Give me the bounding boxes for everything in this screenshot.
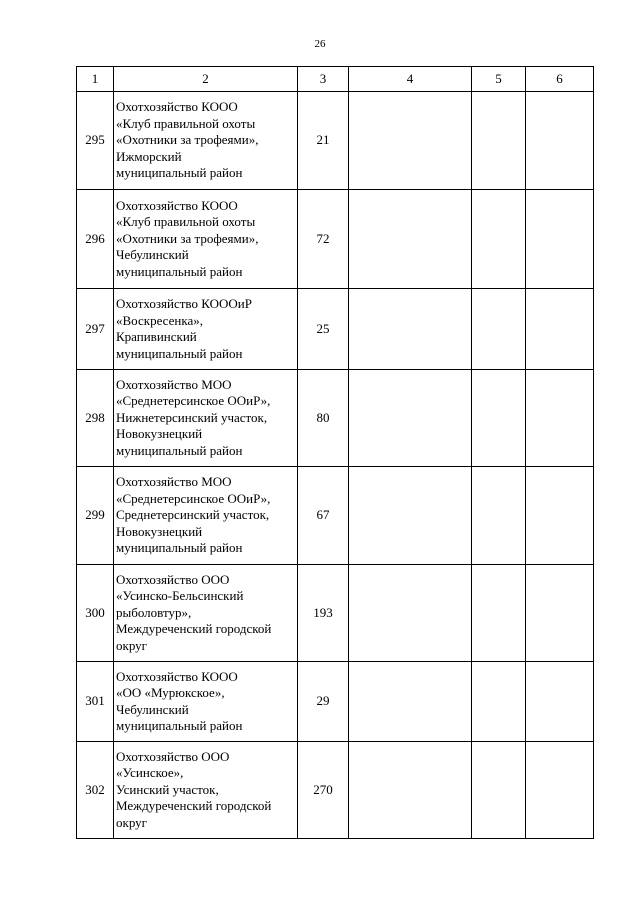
col6-empty-cell <box>526 370 594 467</box>
row-number-cell: 295 <box>77 92 114 190</box>
row-number-cell: 302 <box>77 742 114 839</box>
col6-empty-cell <box>526 92 594 190</box>
col5-empty-cell <box>472 190 526 289</box>
col5-empty-cell <box>472 289 526 370</box>
col4-empty-cell <box>349 370 472 467</box>
col4-empty-cell <box>349 289 472 370</box>
hunting-ground-name-cell: Охотхозяйство МОО «Среднетерсинское ООиР», Нижнетерсинский участок, Новокузнецкий муниципальный район <box>114 370 298 467</box>
column-header-4: 4 <box>349 67 472 92</box>
row-number-cell: 300 <box>77 565 114 662</box>
col3-value-cell: 21 <box>298 92 349 190</box>
col3-value-cell: 80 <box>298 370 349 467</box>
col4-empty-cell <box>349 742 472 839</box>
col6-empty-cell <box>526 190 594 289</box>
table-row <box>77 662 594 742</box>
row-number-cell: 301 <box>77 662 114 742</box>
row-number-cell: 298 <box>77 370 114 467</box>
col4-empty-cell <box>349 565 472 662</box>
col3-value-cell: 25 <box>298 289 349 370</box>
hunting-ground-name-cell: Охотхозяйство ООО «Усинско-Бельсинский рыболовтур», Междуреченский городской округ <box>114 565 298 662</box>
table-row <box>77 370 594 467</box>
page-number: 26 <box>314 38 326 50</box>
column-header-6: 6 <box>526 67 594 92</box>
col4-empty-cell <box>349 92 472 190</box>
col3-value-cell: 72 <box>298 190 349 289</box>
row-number-cell: 297 <box>77 289 114 370</box>
hunting-ground-name-cell: Охотхозяйство КООО «Клуб правильной охоты «Охотники за трофеями», Ижморский муниципальный район <box>114 92 298 190</box>
col6-empty-cell <box>526 565 594 662</box>
table-row <box>77 565 594 662</box>
table-row <box>77 289 594 370</box>
col5-empty-cell <box>472 742 526 839</box>
table-header-row <box>77 67 594 92</box>
hunting-ground-name-cell: Охотхозяйство КОООиР «Воскресенка», Крапивинский муниципальный район <box>114 289 298 370</box>
col5-empty-cell <box>472 92 526 190</box>
col4-empty-cell <box>349 662 472 742</box>
col6-empty-cell <box>526 662 594 742</box>
column-header-5: 5 <box>472 67 526 92</box>
col5-empty-cell <box>472 370 526 467</box>
table-row <box>77 742 594 839</box>
column-header-3: 3 <box>298 67 349 92</box>
table-row <box>77 190 594 289</box>
row-number-cell: 299 <box>77 467 114 565</box>
col5-empty-cell <box>472 565 526 662</box>
hunting-ground-name-cell: Охотхозяйство КООО «ОО «Мурюкское», Чебулинский муниципальный район <box>114 662 298 742</box>
hunting-ground-name-cell: Охотхозяйство КООО «Клуб правильной охоты «Охотники за трофеями», Чебулинский муниципальный район <box>114 190 298 289</box>
col3-value-cell: 67 <box>298 467 349 565</box>
col5-empty-cell <box>472 662 526 742</box>
column-header-2: 2 <box>114 67 298 92</box>
row-number-cell: 296 <box>77 190 114 289</box>
col6-empty-cell <box>526 289 594 370</box>
hunting-grounds-table <box>76 66 594 839</box>
col3-value-cell: 270 <box>298 742 349 839</box>
col4-empty-cell <box>349 467 472 565</box>
col5-empty-cell <box>472 467 526 565</box>
col3-value-cell: 193 <box>298 565 349 662</box>
column-header-1: 1 <box>77 67 114 92</box>
table-row <box>77 92 594 190</box>
col6-empty-cell <box>526 467 594 565</box>
col4-empty-cell <box>349 190 472 289</box>
hunting-ground-name-cell: Охотхозяйство МОО «Среднетерсинское ООиР», Среднетерсинский участок, Новокузнецкий муниципальный район <box>114 467 298 565</box>
hunting-ground-name-cell: Охотхозяйство ООО «Усинское», Усинский участок, Междуреченский городской округ <box>114 742 298 839</box>
col6-empty-cell <box>526 742 594 839</box>
table-row <box>77 467 594 565</box>
col3-value-cell: 29 <box>298 662 349 742</box>
